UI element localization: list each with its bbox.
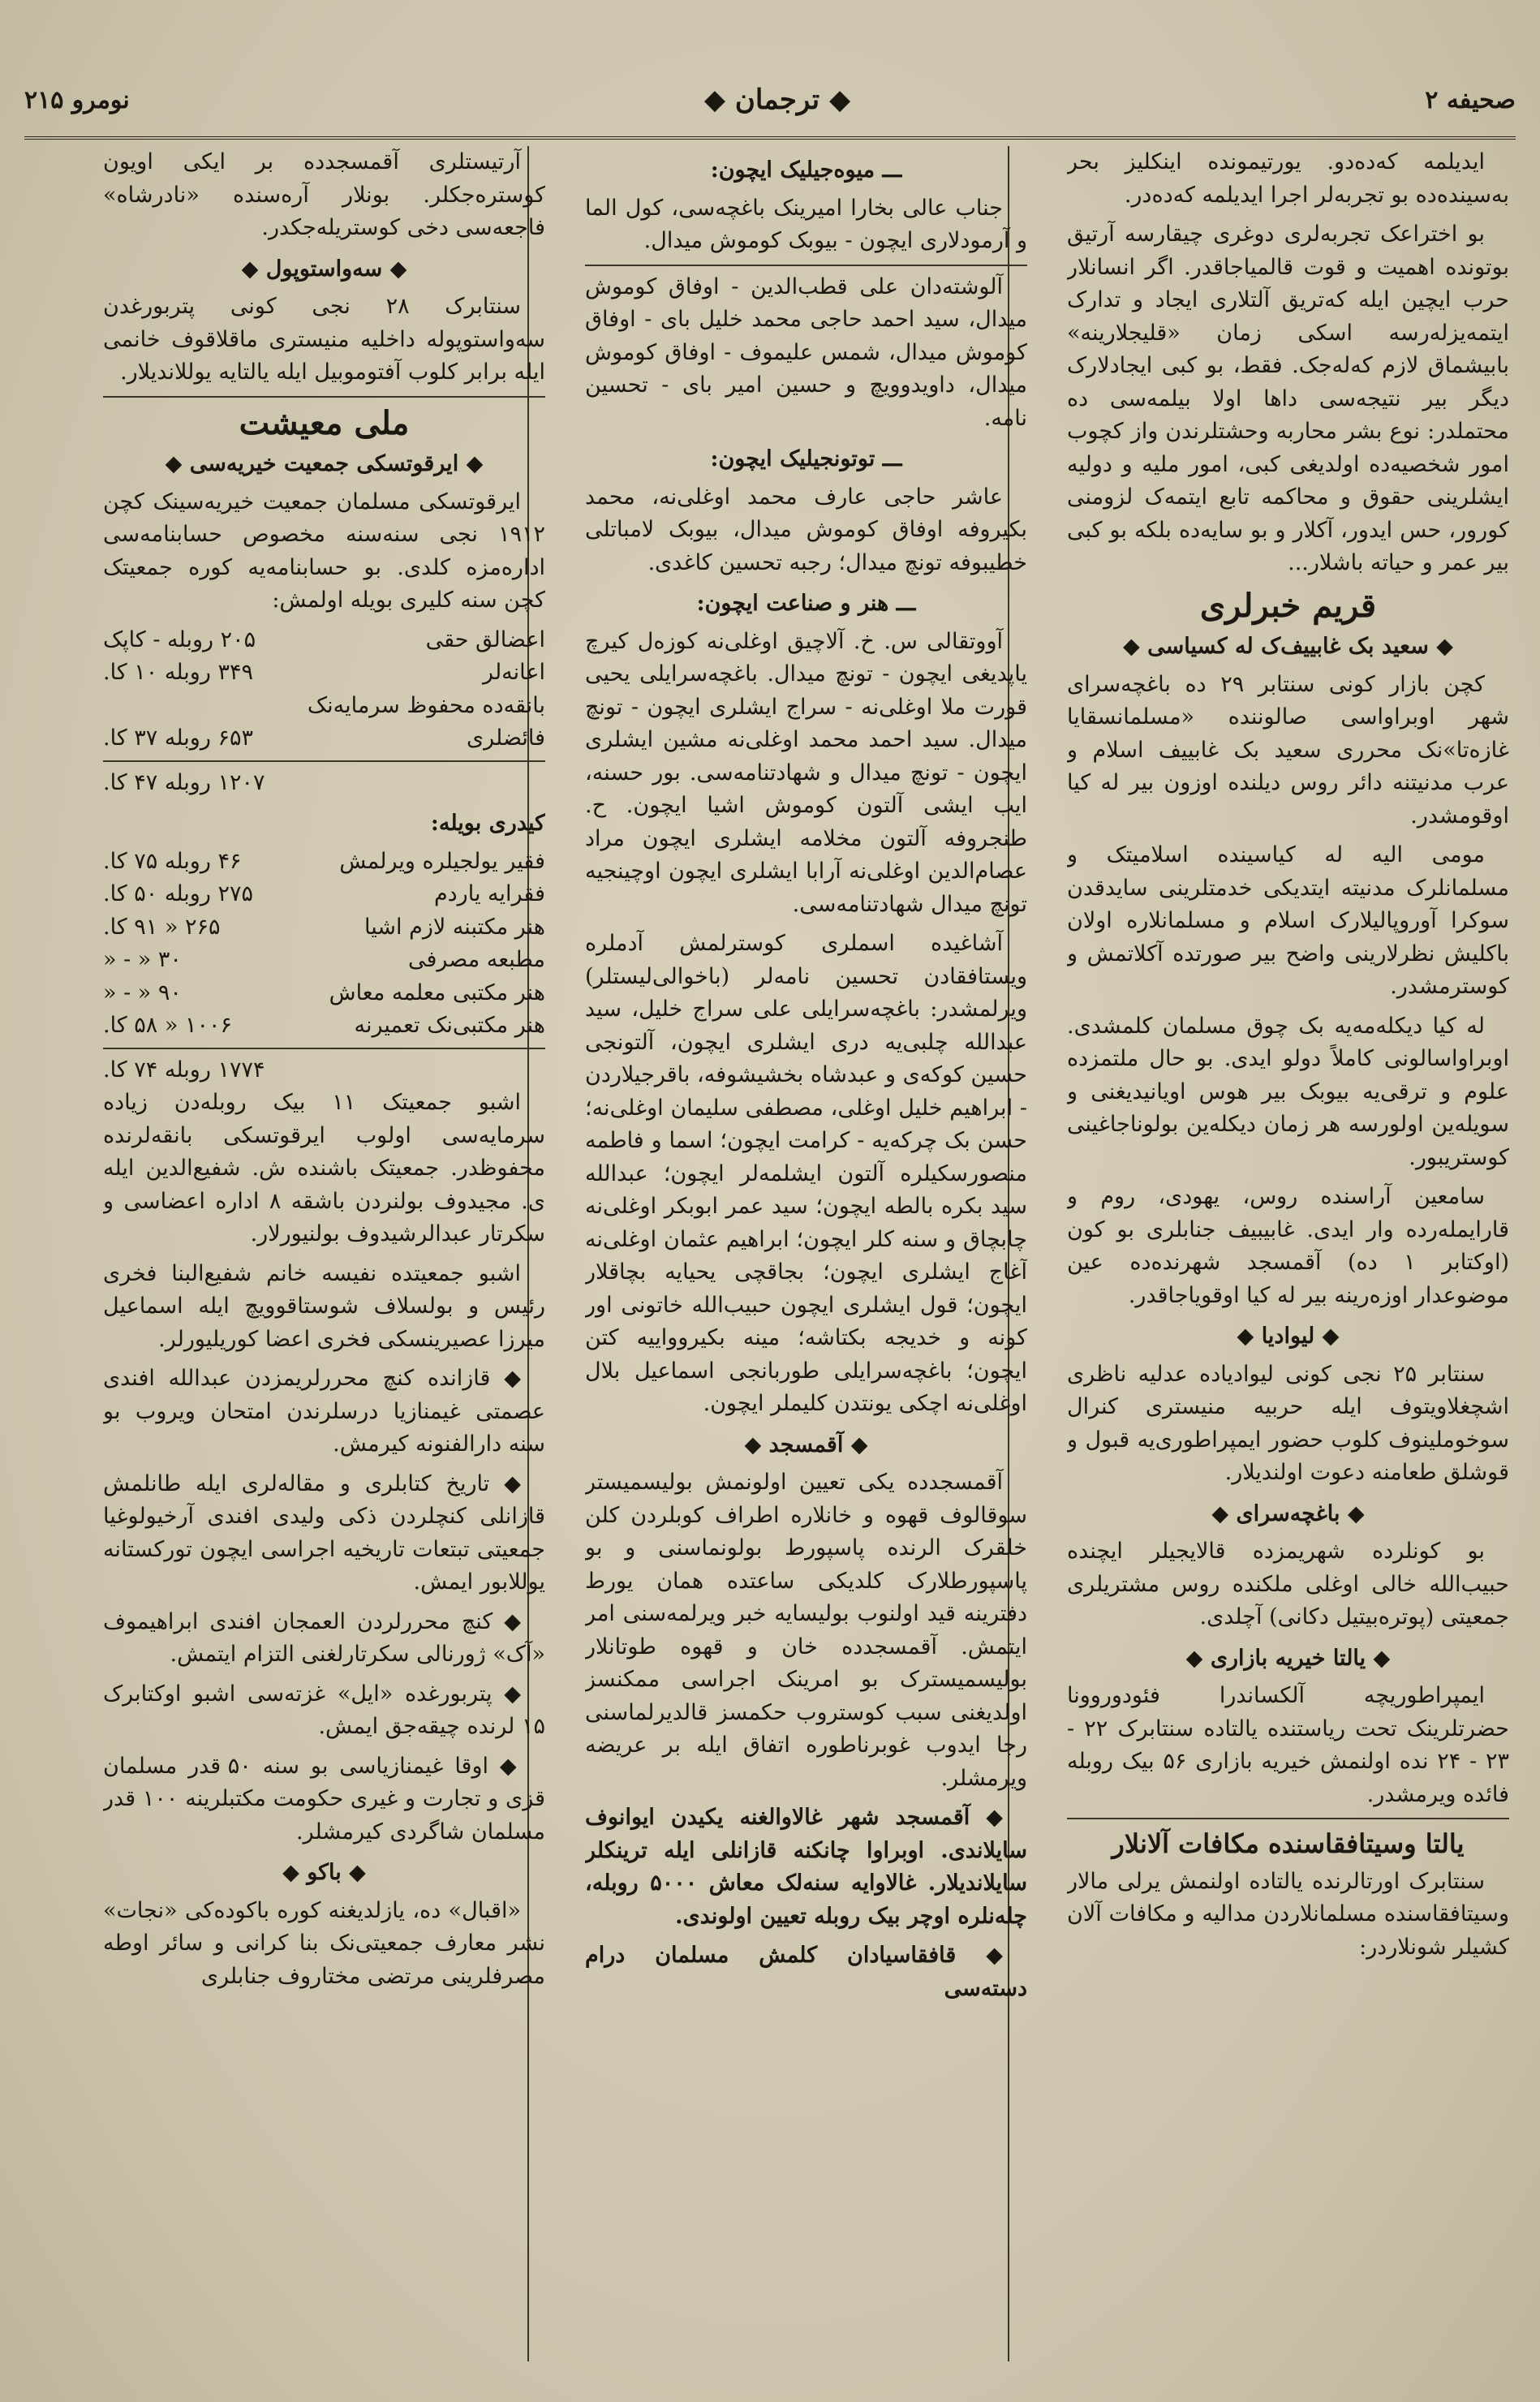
ledger-amount: ۲۷۵ روبله ۵۰ کا. (103, 881, 253, 906)
masthead-rule (24, 136, 1516, 140)
article-paragraph: آلوشته‌دان علی قطب‌الدین - اوفاق کوموش میدال، سید احمد حاجی محمد خلیل بای - اوفاق کوموش میدال، شمس علیموف - اوفاق کوموش میدال، داویدوویچ و حسین امیر بای - تحسین نامه. (585, 273, 1027, 431)
ledger-label: فقرایه یاردم (433, 881, 545, 906)
article-paragraph: جناب عالی بخارا امیرینک باغچه‌سی، کول الما و آرمودلاری ایچون - بیوبک کوموش میدال. (585, 195, 1027, 253)
article-paragraph: کچن بازار کونی سنتابر ۲۹ ده باغچه‌سرای شهر اوبراواسی صالوننده «مسلمانسقایا غازه‌تا»نک محرری سعید بک غابییف اسلام و عرب مدنیتنه دائر روس دیلنده اوزون بیر له کیا اوقومشدر. (1067, 671, 1509, 829)
masthead (24, 71, 1516, 128)
article-paragraph: سنتابر ۲۵ نجی کونی لیوادیاده عدلیه ناظری اشچغلاویتوف ایله حربیه منیستری کنرال سوخوملینوف کلوب حضور ایمپراطوری‌یه قبول و قوشلق طعامنه دعوت اولندیلار. (1067, 1361, 1509, 1485)
ledger-row (103, 656, 545, 690)
article-paragraph: له کیا دیکله‌مه‌یه بک چوق مسلمان کلمشدی. اوبراواسالونی کاملاً دولو ایدی. بو حال ملتمزده علوم و ترقی‌یه بیوبک بیر هوس اویانیدیغنی و سویله‌ین اولورسه هر زمان دیکله‌ین بولوناجاغینی کوستریبور. (1067, 1013, 1509, 1170)
article-paragraph: ◆ قافقاسیادان کلمش مسلمان درام دسته‌سی (585, 1943, 1027, 2001)
ledger-label: فائضلری (466, 725, 545, 751)
article-paragraph: آووتقالی س. خ. آلاچیق اوغلی‌نه کوزه‌ل کیرچ یاپدیغی ایچون - تونچ میدال. باغچه‌سرایلی یحیی قورت ملا اوغلی‌نه - سراج ایشلری ایچون - تونچ میدال. سید احمد محمد اوغلی‌نه مشین ایشلری ایچون - تونچ میدال و شهادتنامه‌سی. بور حسنه، ایب ایشی آلتون کوموش اشیا ایچون. ح. طنجروفه آلتون مخلامه ایشلری ایچون مراد عصام‌الدین اوغلی‌نه آرابا ایشلری ایچون اوچینجیه تونچ میدال شهادتنامه‌سی. (585, 628, 1027, 917)
column-left (103, 146, 545, 2361)
ledger-row (103, 846, 545, 879)
article-paragraph: آشاغیده اسملری کوسترلمش آدملره ویستافقادن تحسین نامه‌لر (باخوالی‌لیستلر) ویرلمشدر: باغچه‌سرایلی علی سراج خلیل، سید عبدالله چلبی‌یه دری ایشلری ایچون، آلتونجی حسین کوکه‌ی و عبدشاه بخشیشوفه، باقرجیلاردن - ابراهیم خلیل اوغلی، مصطفی سلیمان اوغلی‌نه؛ حسن بک چرکه‌یه - کرامت ایچون؛ اسما و فاطمه منصورسکیلره آلتون ایشلمه‌لر ایچون؛ عبدالله سید بکره بالطه ایچون؛ سید عمر ابوبکر اوغلی‌نه چابچاق و سنه کلر ایچون؛ ابراهیم عثمان اوغلی‌نه آغاج ایشلری ایچون؛ بجاقچی یحیایه بچاقلار ایچون؛ قول ایشلری ایچون حبیب‌الله خاتونی اور کونه و خدیجه بکتاشه؛ مینه بکیروواییه کتن ایچون؛ باغچه‌سرایلی طوربانجی اسماعیل بلال اوغلی‌نه اچکی یونتدن کلیملر ایچون. (585, 931, 1027, 1416)
ledger-label: اعضالق حقی (425, 626, 545, 652)
article-paragraph: سنتابرک ۲۸ نجی کونی پتربورغدن سه‌واستوپوله داخلیه منیستری ماقلاقوف خانمی ایله برابر کلوب آفتوموبیل ایله یالتایه یوللاندیلار. (103, 294, 545, 385)
ledger-amount: ۱۰۰۶ « ۵۸ کا. (103, 1013, 232, 1038)
article-paragraph: اشبو جمعیتده نفیسه خانم شفیع‌البنا فخری رئیس و بولسلاف شوستاقوویچ ایله اسماعیل میرزا عصیرینسکی فخری اعضا کوریلیورلر. (103, 1260, 545, 1352)
ledger-amount: ۳۰ « - « (103, 947, 182, 972)
subheading: ◆ یالتا خیریه بازاری ◆ (1185, 1645, 1391, 1671)
ledger-label: اعانه‌لر (483, 660, 545, 685)
subheading: ◆ سه‌واستوپول ◆ (241, 256, 407, 282)
ledger-label: بانقه‌ده محفوظ سرمایه‌نک (307, 692, 545, 718)
news-item: ◆ اوقا غیمنازیاسی بو سنه ۵۰ قدر مسلمان قزی و تجارت و غیری حکومت مکتبلرینه ۱۰۰ قدر مسلمان شاگردی کیرمشلر. (103, 1753, 545, 1845)
news-item: ◆ قازانده کنچ محررلریمزدن عبدالله افندی عصمتی غیمنازیا درسلرندن امتحان ویروب بو سنه دارالفنونه کیرمش. (103, 1366, 545, 1457)
subheading: ◆ آقمسجد ◆ (744, 1431, 868, 1457)
news-item: ◆ پتربورغده «ایل» غزته‌سی اشبو اوکتابرک ۱۵ لرنده چیقه‌جق ایمش. (103, 1681, 545, 1739)
article-paragraph: ایمپراطوریچه آلکساندرا فئودوروونا حضرتلرینک تحت ریاستنده یالتاده سنتابرک ۲۲ - ۲۳ - ۲۴ نده اولنمش خیریه بازاری ۵۶ بیک روبله فائده ویرمشدر. (1067, 1683, 1509, 1807)
subheading: ◆ باغچه‌سرای ◆ (1211, 1500, 1365, 1526)
ledger-label: هنر مکتبنه لازم اشیا (364, 914, 545, 940)
ledger-total (103, 767, 545, 800)
article-paragraph: ◆ آقمسجد شهر غالاوالغنه یکیدن ایوانوف سایلاندی. اوبراوا چانکنه قازانلی ایله ترینکلر سایلاندیلار. غالاوایه سنه‌لک معاش ۵۰۰۰ روبله، چله‌نلره اوچر بیک روبله تعیین اولوندی. (585, 1805, 1027, 1929)
article-paragraph: آقمسجدده یکی تعیین اولونمش بولیسمیستر سوقالوف قهوه و خانلاره اطراف کوبلردن کلن خلقرک الرنده پاسپورط بولونماسنی و بو پاسپورطلارک کلدیکی ساعتده همان یورط دفترینه قید اولنوب بولیسایه خبر ویرلمه‌سنی امر ایتمش. آقمسجدده خان و قهوه طوتانلار بولیسمیسترک بو امرینک اجراسی ممکنسز اولدیغنی سبب کوستروب حکمسز قالدیرلماسنی رجا ایدوب غوبرناطوره اتفاق ایله بر عریضه ویرمشلر. (585, 1470, 1027, 1791)
ledger-amount: ۱۷۷۴ روبله ۷۴ کا. (103, 1057, 265, 1083)
news-item: ◆ کنچ محررلردن العمجان افندی ابراهیموف «آک» ژورنالی سکرتارلغنی التزام ایتمش. (103, 1608, 545, 1667)
article-paragraph: سامعین آراسنده روس، یهودی، روم و قارایمله‌رده وار ایدی. غابیبیف جنابلری بو کون (اوکتابر ۱ ده) آقمسجد شهرنده‌ده عین موضوعدار اوزه‌رینه بیر له کیا اوقویاجاقدر. (1067, 1184, 1509, 1308)
column-right (1067, 146, 1509, 2361)
divider (585, 265, 1027, 266)
subheading: ◆ ایرقوتسکی جمعیت خیریه‌سی ◆ (165, 451, 484, 476)
subheading: ـــ هنر و صناعت ایچون: (696, 591, 916, 616)
ledger-amount: ۴۶ روبله ۷۵ کا. (103, 848, 242, 874)
article-paragraph: «اقبال» ده، یازلدیغنه کوره باکوده‌کی «نجات» نشر معارف جمعیتی‌نک بنا کرانی و سائر اوطه مصرفلرینی مرتضی مختاروف جنابلری (103, 1897, 545, 1989)
ledger-row (103, 624, 545, 657)
ledger-row (103, 944, 545, 977)
page-label: صحیفه ۲ (1425, 85, 1516, 114)
ledger-row (103, 977, 545, 1010)
article-paragraph: عاشر حاجی عارف محمد اوغلی‌نه، محمد بکیروفه اوفاق کوموش میدال، بیوبک لامباتلی خطیبوفه تونچ میدال؛ رجبه تحسین کاغدی. (585, 484, 1027, 575)
ledger-row (103, 1009, 545, 1043)
ledger-label: فقیر یولجیلره ویرلمش (339, 848, 545, 874)
issue-number: نومرو ۲۱۵ (24, 85, 130, 114)
ledger-amount: ۱۲۰۷ روبله ۴۷ کا. (103, 769, 265, 795)
article-paragraph: بو کونلرده شهریمزده قالایجیلر ایچنده حبیب‌الله خالی اوغلی ملکنده روس مشتریلری جمعیتی (پوتره‌بیتیل دکانی) آچلدی. (1067, 1539, 1509, 1629)
ledger-row (103, 911, 545, 945)
article-paragraph: اشبو جمعیتک ۱۱ بیک روبله‌دن زیاده سرمایه‌سی اولوب ایرقوتسکی بانقه‌لرنده محفوظدر. جمعیتک باشنده ش. شفیع‌الدین ایله ی. مجیدوف بولنردن باشقه ۸ اداره اعضاسی و سکرتار عبدالرشیدوف بولنیورلار. (103, 1090, 545, 1246)
divider (103, 396, 545, 398)
subheading: ـــ توتونجیلیک ایچون: (710, 446, 902, 471)
subheading: ◆ سعید بک غابییف‌ک له کسیاسی ◆ (1123, 634, 1453, 659)
article-paragraph: بو اختراعک تجربه‌لری دوغری چیقارسه آرتیق بوتونده اهمیت و قوت قالمیاجاقدر. اگر انسانلار حرب ایچین ایله که‌تریق آلتلاری ایجاد و تدارک ایتمه‌یزله‌رسه اسکی زمان «قلیجلارینه» بابیشماق لازم که‌له‌جک. فقط، بو کبی ایجادلارک دیگر بیر نتیجه‌سی داها اولا بیلمه‌سی ده محتملدر: نوع بشر محاربه وحشتلرندن واز کچوب امور شخصیه‌ده اولدیغی کبی، امور ملیه و دولیه ایشلرینی حقوق و محاکمه تابع ایتمه‌ک لزومنی کورور، حس ایدور، آکلار و بو سایه‌ده بلکه بو کبی بیر عمر و حیاته باشلار... (1067, 222, 1509, 575)
ledger-label: هنر مکتبی معلمه معاش (329, 979, 545, 1005)
subheading: ◆ لیوادیا ◆ (1237, 1324, 1340, 1349)
article-paragraph: آرتیستلری آقمسجدده بر ایکی اویون کوستره‌جکلر. بونلار آره‌سنده «نادرشاه» فاجعه‌سی دخی کوستریله‌جکدر. (103, 149, 545, 240)
subheading: ◆ باکو ◆ (282, 1860, 366, 1885)
divider (103, 760, 545, 762)
ledger-label: مطبعه مصرفی (407, 947, 545, 972)
divider (103, 1048, 545, 1049)
ledger-row (103, 878, 545, 911)
ledger-amount: ۶۵۳ روبله ۳۷ کا. (103, 725, 253, 751)
ledger-amount: ۲۶۵ « ۹۱ کا. (103, 914, 221, 940)
article-paragraph: سنتابرک اورتالرنده یالتاده اولنمش یرلی مالار وسیتافقاسنده مسلمانلاردن مدالیه و مکافات آلان کشیلر شونلاردر: (1067, 1868, 1509, 1960)
subheading: ـــ میوه‌جیلیک ایچون: (710, 157, 902, 183)
ledger-label: هنر مکتبی‌نک تعمیرنه (354, 1013, 545, 1038)
ledger-amount: ۲۰۵ روبله - کاپک (103, 626, 256, 652)
section-title: قریم خبرلری (1199, 586, 1377, 625)
news-item: ◆ تاریخ کتابلری و مقاله‌لری ایله طانلمش قازانلی کنچلردن ذکی ولیدی افندی آرخیولوغیا جمعیتی تبتعات تاریخیه اجراسی ایچون تورکستانه یوللابور ایمش. (103, 1470, 545, 1595)
subheading: یالتا وسیتافقاسنده مکافات آلانلار (1112, 1828, 1465, 1859)
article-paragraph: مومی الیه له کیاسینده اسلامیتک و مسلمانلرک مدنیته ایتدیکی خدمتلرینی سایدقدن سوکرا آوروپالیلارک اسلام و مسلمانلاره اولان باکلیش نظرلارینی واضح بیر صورتده آکلاتمش و کوسترمشدر. (1067, 842, 1509, 999)
ledger-total (103, 1054, 545, 1087)
ledger-row (103, 722, 545, 755)
ledger-amount: ۳۴۹ روبله ۱۰ کا. (103, 660, 253, 685)
ledger-row (103, 690, 545, 723)
section-title: ملی معیشت (239, 403, 410, 442)
article-paragraph: ایدیلمه که‌ده‌دو. یورتیمونده اینکلیز بحر به‌سینده‌ده بو تجربه‌لر اجرا ایدیلمه که‌ده‌در. (1067, 149, 1509, 208)
newspaper-title: ◆ ترجمان ◆ (703, 84, 851, 116)
subheading: کیدری بویله: (430, 811, 545, 836)
article-paragraph: ایرقوتسکی مسلمان جمعیت خیریه‌سینک کچن ۱۹۱۲ نجی سنه‌سنه مخصوص حسابنامه‌سی اداره‌مزه کلدی. بو حسابنامه‌یه کوره جمعیتک کچن سنه کلیری بویله اولمش: (103, 489, 545, 613)
divider (1067, 1818, 1509, 1819)
ledger-amount: ۹۰ « - « (103, 979, 182, 1005)
column-middle (585, 146, 1027, 2361)
